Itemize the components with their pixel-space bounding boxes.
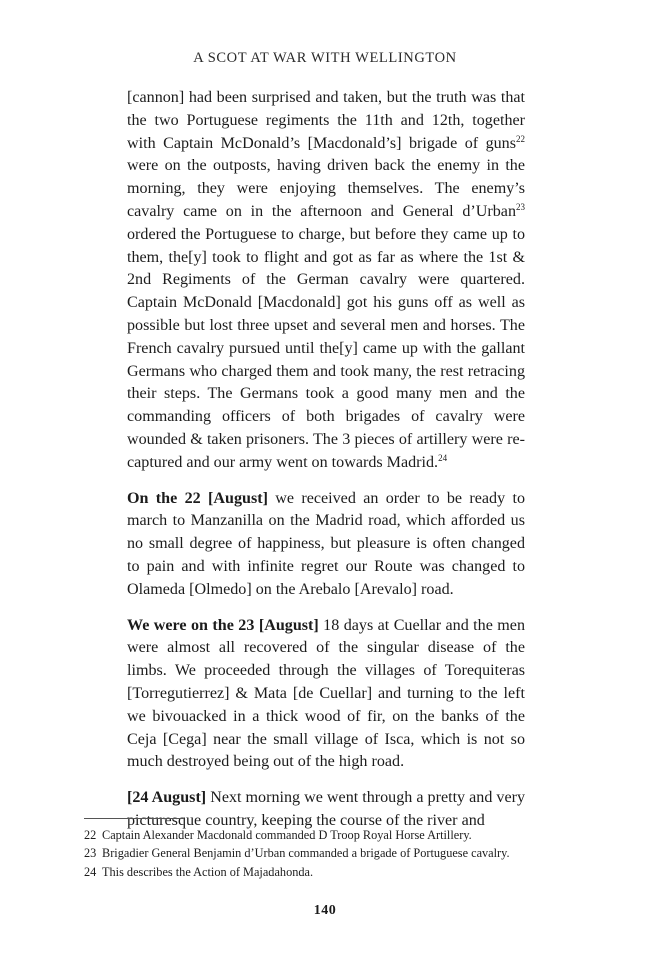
body-text xyxy=(127,87,525,833)
running-head: A SCOT AT WAR WITH WELLINGTON xyxy=(193,50,457,66)
footnote-number: 22 xyxy=(84,828,97,842)
footnote-number: 23 xyxy=(84,846,97,861)
footnote-text: Captain Alexander Macdonald commanded D Troop Royal Horse Artillery. xyxy=(102,828,472,842)
paragraph-1-text-a: [cannon] had been surprised and taken, but the truth was that the two Portuguese regiments the 11th and 12th, together with Captain McDonald’s [Macdonald’s] brigade of guns xyxy=(127,89,525,152)
paragraph-2-text: we received an order to be ready to march to Manzanilla on the Madrid road, which afforded us no small degree of happiness, but pleasure is often changed to pain and with infinite regret our Route was changed to Olameda [Olmedo] on the Arebalo [Arevalo] road. xyxy=(127,489,525,598)
footnote-24 xyxy=(84,863,564,881)
footnote-22 xyxy=(84,826,564,844)
paragraph-1 xyxy=(127,87,525,475)
footnote-text: This describes the Action of Majadahonda. xyxy=(102,864,314,879)
paragraph-3 xyxy=(127,615,525,775)
footnote-23 xyxy=(84,844,564,862)
footnotes xyxy=(84,826,564,881)
page-number: 140 xyxy=(313,903,337,918)
paragraph-2-date-lead: On the 22 [August] xyxy=(127,489,268,507)
footnote-ref-24[interactable]: 24 xyxy=(438,452,448,463)
paragraph-1-text-c: ordered the Portuguese to charge, but before they came up to them, the[y] took to flight and got as far as where the 1st & 2nd Regiments of the German cavalry were quartered. Captain McDonald [Macdonald] got his guns off as well as possible but lost three upset and several men and horses. The French cavalry pursued until the[y] came up with the gallant Germans who charged them and took many, the rest retracing their steps. The Germans took a good many men and the commanding officers of both brigades of cavalry were wounded & taken prisoners. The 3 pieces of artillery were re-captured and our army went on towards Madrid. xyxy=(127,225,525,471)
paragraph-4-text: Next morning we went through a pretty and very picturesque country, keeping the course of the river and xyxy=(127,789,526,829)
paragraph-3-date-lead: We were on the 23 [August] xyxy=(127,616,319,634)
paragraph-2 xyxy=(127,488,525,602)
paragraph-3-text: 18 days at Cuellar and the men were almost all recovered of the singular disease of the limbs. We proceeded through the villages of Torequiteras [Torregutierrez] & Mata [de Cuellar] and turning to the left we bivouacked in a thick wood of fir, on the banks of the Ceja [Cega] near the small village of Isca, which is not so much destroyed being out of the high road. xyxy=(127,616,525,771)
footnote-text: Brigadier General Benjamin d’Urban commanded a brigade of Portuguese cavalry. xyxy=(102,846,510,861)
footnote-ref-22[interactable]: 22 xyxy=(516,133,525,144)
footnote-number: 24 xyxy=(84,864,97,879)
footnote-divider xyxy=(84,818,184,819)
paragraph-1-text-b: were on the outposts, having driven back the enemy in the morning, they were enjoying themselves. The enemy’s cavalry came on in the afternoon and General d’Urban xyxy=(127,157,525,220)
paragraph-4-date-lead: [24 August] xyxy=(127,789,207,807)
footnote-ref-23[interactable]: 23 xyxy=(516,201,525,212)
